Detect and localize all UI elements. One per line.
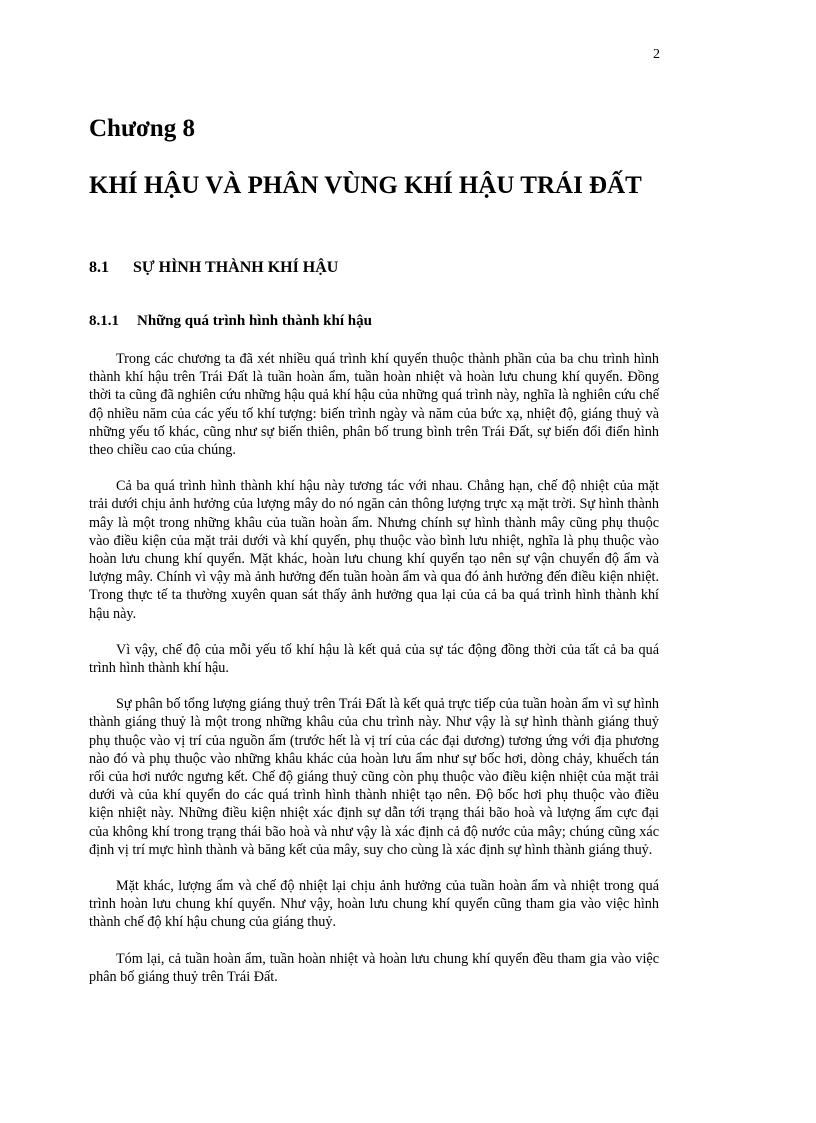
subsection-title: Những quá trình hình thành khí hậu (137, 313, 372, 329)
chapter-subtitle: KHÍ HẬU VÀ PHÂN VÙNG KHÍ HẬU TRÁI ĐẤT (89, 172, 642, 199)
paragraph-6: Tóm lại, cả tuần hoàn ẩm, tuần hoàn nhiệt và hoàn lưu chung khí quyển đều tham gia vào việc phân bố giáng thuỷ trên Trái Đất. (89, 950, 659, 985)
section-heading (89, 257, 338, 279)
section-number: 8.1 (89, 259, 109, 276)
paragraph-4: Sự phân bố tổng lượng giáng thuỷ trên Trái Đất là kết quả trực tiếp của tuần hoàn ẩm vì sự hình thành giáng thuỷ là một trong những khâu của chu trình này. Như vậy là sự hình thành giáng thuỷ phụ thuộc vào vị trí của nguồn ẩm (trước hết là vị trí của các đại dương) tương ứng với địa phương nào đó và phụ thuộc vào những khâu khác của hoàn lưu ẩm như sự bốc hơi, dòng chảy, khuếch tán rối của hơi nước ngưng kết. Chế độ giáng thuỷ cũng còn phụ thuộc vào điều kiện nhiệt của mặt trải dưới và của khí quyển do các quá trình hình thành nhiệt tạo nên. Độ bốc hơi phụ thuộc vào điều kiện nhiệt này. Những điều kiện nhiệt xác định sự dẫn tới trạng thái bão hoà và lượng ẩm cực đại của không khí trong trạng thái bão hoà và như vậy là xác định cả độ nước của mây; chúng cũng xác định vị trí mực hình thành và băng kết của mây, suy cho cùng là xác định sự hình thành giáng thuỷ. (89, 696, 660, 858)
paragraph-1: Trong các chương ta đã xét nhiều quá trình khí quyển thuộc thành phần của ba chu trình hình thành khí hậu trên Trái Đất là tuần hoàn ẩm, tuần hoàn nhiệt và hoàn lưu chung khí quyển. Đồng thời ta cũng đã nghiên cứu những hậu quả khí hậu của những quá trình này, nghĩa là nghiên cứu chế độ nhiều năm của các yếu tố khí tượng: biến trình ngày và năm của bức xạ, nhiệt độ, giáng thuỷ và những yếu tố khác, cũng như sự biến thiên, phân bố trung bình trên Trái Đất, sự biến đổi điển hình theo chiều cao của chúng. (89, 351, 659, 459)
paragraph-2: Cả ba quá trình hình thành khí hậu này tương tác với nhau. Chẳng hạn, chế độ nhiệt của mặt trải dưới chịu ảnh hưởng của lượng mây do nó ngăn cản thông lượng trực xạ mặt trời. Sự hình thành mây là một trong những khâu của tuần hoàn ẩm. Nhưng chính sự hình thành mây cũng phụ thuộc vào điều kiện của mặt trải dưới và khí quyển, phụ thuộc vào bình lưu nhiệt, nghĩa là phụ thuộc vào hoàn lưu chung khí quyển. Mặt khác, hoàn lưu chung khí quyển tạo nên sự vận chuyển độ ẩm và lượng mây. Chính vì vậy mà ảnh hưởng đến tuần hoàn ẩm và qua đó ảnh hưởng đến điều kiện nhiệt. Trong thực tế ta thường xuyên quan sát thấy ảnh hưởng qua lại của cả ba quá trình hình thành khí hậu này. (89, 478, 659, 622)
page-number: 2 (653, 47, 660, 62)
paragraph-5: Mặt khác, lượng ẩm và chế độ nhiệt lại chịu ảnh hưởng của tuần hoàn ẩm và nhiệt trong quá trình hoàn lưu chung khí quyển. Như vậy, hoàn lưu chung khí quyển cũng tham gia vào việc hình thành chế độ khí hậu chung của giáng thuỷ. (89, 878, 659, 931)
section-title: SỰ HÌNH THÀNH KHÍ HẬU (133, 259, 339, 276)
body-text (89, 350, 659, 1004)
subsection-number: 8.1.1 (89, 313, 119, 329)
subsection-heading (89, 310, 372, 332)
chapter-title: Chương 8 (89, 115, 195, 142)
paragraph-3: Vì vậy, chế độ của mỗi yếu tố khí hậu là kết quả của sự tác động đồng thời của tất cả ba quá trình hình thành khí hậu. (89, 641, 659, 677)
